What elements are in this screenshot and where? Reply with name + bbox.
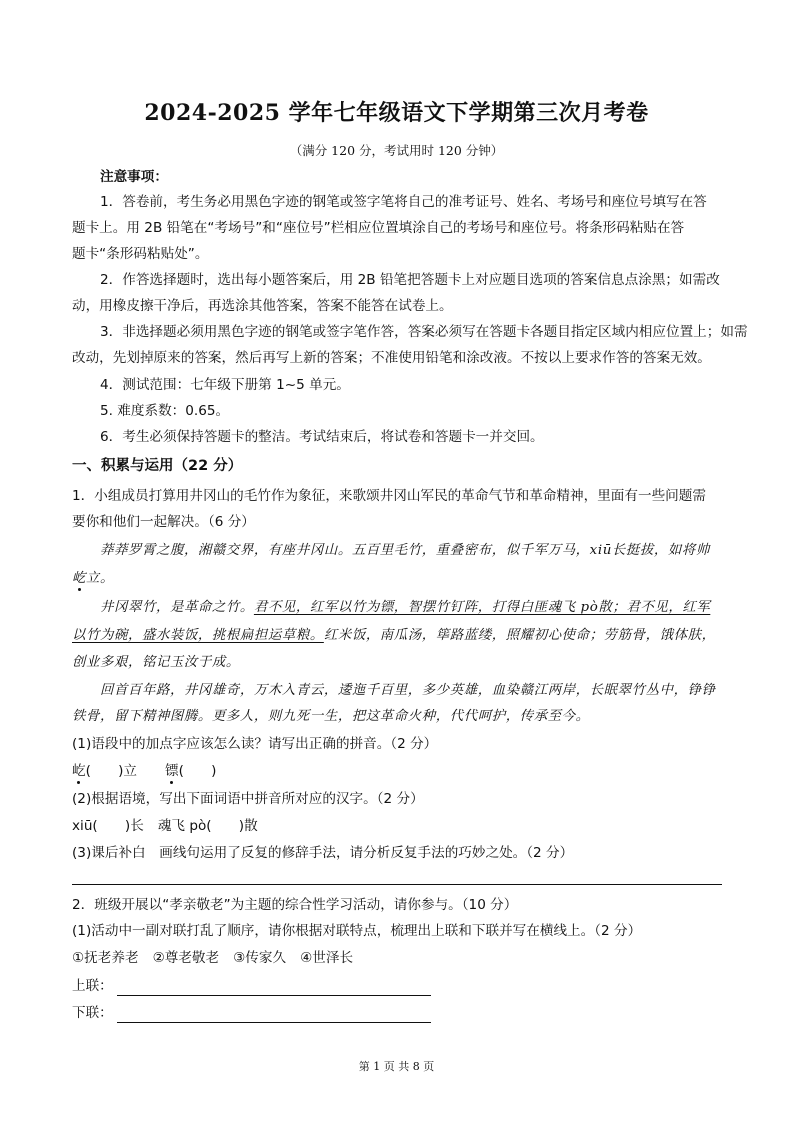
option: ④世泽长: [300, 950, 354, 966]
passage-paragraph: 屹立。: [72, 571, 114, 586]
sub-question: (1)语段中的加点字应该怎么读？请写出正确的拼音。（2 分）: [72, 736, 438, 752]
page-footer: 第 1 页 共 8 页: [358, 1060, 435, 1073]
question-2-stem: 2．班级开展以“孝亲敬老”为主题的综合性学习活动，请你参与。（10 分）: [72, 897, 518, 913]
notice-line: 改动，先划掉原来的答案，然后再写上新的答案；不准使用铅笔和涂改液。不按以上要求作答的答案无效。: [72, 350, 711, 366]
sub-question: (3)课后补白 画线句运用了反复的修辞手法，请分析反复手法的巧妙之处。（2 分）: [72, 845, 574, 861]
sub-question: (2)根据语境，写出下面词语中拼音所对应的汉字。（2 分）: [72, 791, 424, 807]
section-heading: 一、积累与运用（22 分）: [72, 458, 243, 474]
notice-line: 5. 难度系数：0.65。: [100, 403, 230, 419]
notice-line: 2．作答选择题时，选出每小题答案后，用 2B 铅笔把答题卡上对应题目选项的答案信息点涂黑；如需改: [100, 272, 720, 288]
lower-couplet-row: [72, 1003, 722, 1023]
upper-couplet-label: 上联：: [72, 978, 113, 994]
passage-paragraph: 回首百年路，井冈雄奇，万木入青云，逶迤千百里，多少英雄，血染赣江两岸，长眠翠竹丛中，铮铮: [100, 683, 716, 698]
option: ①抚老养老: [72, 950, 139, 966]
option: ②尊老敬老: [152, 950, 220, 966]
passage-paragraph: 莽莽罗霄之腹，湘赣交界，有座井冈山。五百里毛竹，重叠密布，似千军万马，xiū长挺拔，如将帅: [100, 543, 710, 558]
notice-line: 动，用橡皮擦干净后，再选涂其他答案，答案不能答在试卷上。: [72, 298, 453, 314]
notice-heading: 注意事项：: [100, 169, 168, 185]
upper-couplet-blank[interactable]: [117, 981, 431, 996]
upper-couplet-row: [72, 976, 722, 996]
options-row: [72, 948, 722, 968]
option: ③传家久: [233, 950, 287, 966]
underlined-sentence: 君不见，红军以竹为镖，智摆竹钉阵，打得白匪魂飞 pò散；君不见，红军: [253, 600, 711, 615]
answer-line[interactable]: [72, 884, 722, 885]
dotted-char: 屹: [72, 763, 86, 779]
answer-row: 屹( )立 镖( ): [72, 763, 217, 779]
question-1-stem: 1．小组成员打算用井冈山的毛竹作为象征，来歌颂井冈山军民的革命气节和革命精神，里面有一些问题需: [72, 488, 706, 504]
passage-paragraph: 以竹为碗，盛水装饭，挑根扁担运草粮。红米饭，南瓜汤，筚路蓝缕，照耀初心使命；劳筋骨，饿体肤，: [72, 628, 716, 643]
lower-couplet-blank[interactable]: [117, 1008, 431, 1023]
passage-paragraph: 铁骨，留下精神图腾。更多人，则九死一生，把这革命火种，代代呵护，传承至今。: [72, 709, 590, 724]
question-1-stem: 要你和他们一起解决。（6 分）: [72, 514, 255, 530]
dotted-char: 屹: [72, 571, 86, 586]
notice-line: 4．测试范围：七年级下册第 1~5 单元。: [100, 377, 350, 393]
sub-question: (1)活动中一副对联打乱了顺序，请你根据对联特点，梳理出上联和下联并写在横线上。（2 分）: [72, 923, 642, 939]
notice-line: 1．答卷前，考生务必用黑色字迹的钢笔或签字笔将自己的准考证号、姓名、考场号和座位号填写在答: [100, 194, 707, 210]
lower-couplet-label: 下联：: [72, 1005, 113, 1021]
passage-paragraph: 井冈翠竹，是革命之竹。君不见，红军以竹为镖，智摆竹钉阵，打得白匪魂飞 pò散；君不见，红军: [100, 600, 711, 615]
answer-row: xiū( )长 魂飞 pò( )散: [72, 818, 258, 834]
page-subtitle: （满分 120 分，考试用时 120 分钟）: [289, 143, 504, 158]
underlined-sentence: 以竹为碗，盛水装饭，挑根扁担运草粮。: [72, 628, 324, 643]
notice-line: 题卡上。用 2B 铅笔在“考场号”和“座位号”栏相应位置填涂自己的考场号和座位号。将条形码粘贴在答: [72, 220, 685, 236]
page-title: 2024-2025 学年七年级语文下学期第三次月考卷: [144, 100, 649, 126]
notice-line: 3．非选择题必须用黑色字迹的钢笔或签字笔作答，答案必须写在答题卡各题目指定区域内相应位置上；如需: [100, 324, 748, 340]
notice-line: 6．考生必须保持答题卡的整洁。考试结束后，将试卷和答题卡一并交回。: [100, 429, 544, 445]
dotted-char: 镖: [164, 763, 179, 779]
passage-paragraph: 创业多艰，铭记玉汝于成。: [72, 655, 240, 670]
notice-line: 题卡“条形码粘贴处”。: [72, 246, 209, 262]
